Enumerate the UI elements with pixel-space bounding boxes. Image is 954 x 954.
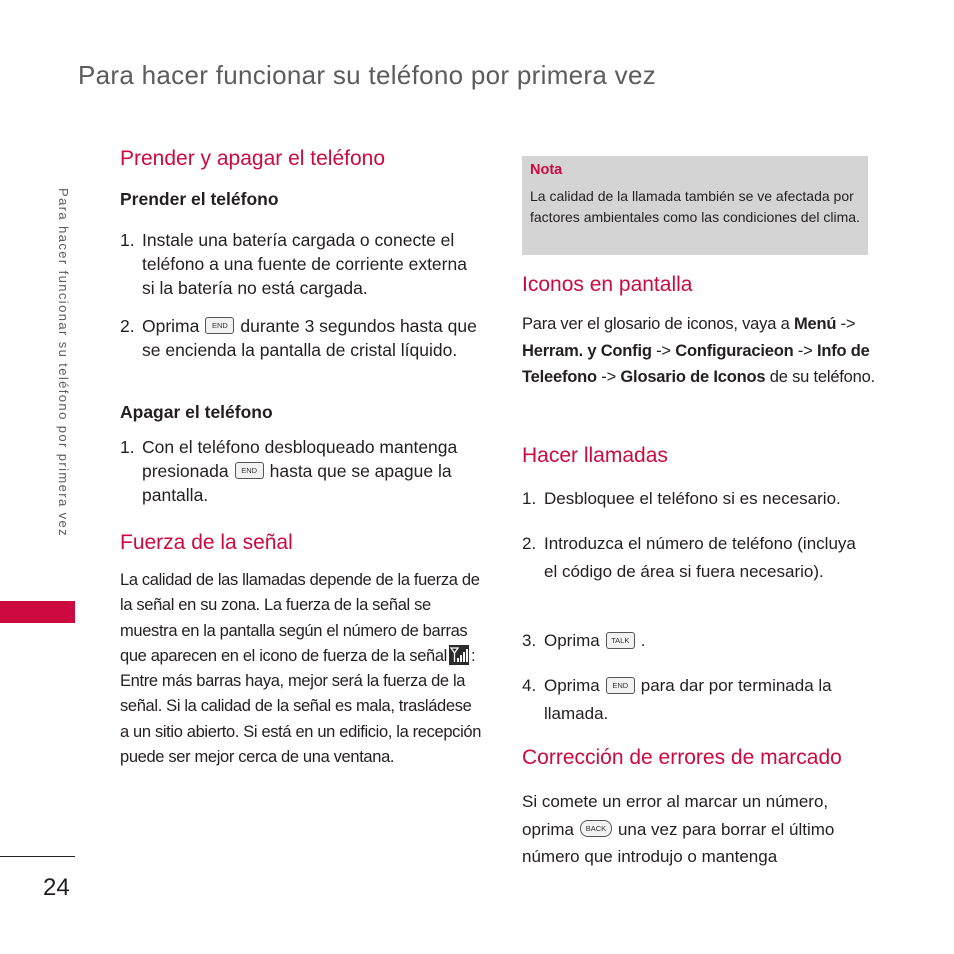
end-key-icon: END (235, 462, 264, 479)
note-title: Nota (530, 162, 563, 178)
step-number: 3. (522, 631, 537, 650)
path-arrow: -> (797, 341, 813, 360)
step-text: Introduzca el número de teléfono (incluya el código de área si fuera necesario). (544, 534, 856, 581)
back-key-icon: BACK (580, 820, 612, 837)
signal-text-before: La calidad de las llamadas depende de la fuerza de la señal en su zona. La fuerza de la señal se muestra en la pantalla según el número de barras que aparecen en el icono de fuerza de la señal (120, 571, 480, 665)
correction-text-after: una vez para borrar el último número que introdujo o mantenga (522, 819, 835, 866)
path-tools-settings: Herram. y Config (522, 341, 652, 360)
step-number: 1. (120, 437, 135, 457)
icons-paragraph (522, 311, 878, 391)
calls-heading: Hacer llamadas (522, 444, 668, 467)
signal-strength-icon (449, 645, 469, 665)
path-configuration: Configuracieon (675, 341, 794, 360)
step-text: Instale una batería cargada o conecte el teléfono a una fuente de corriente externa si la batería no está cargada. (142, 230, 467, 298)
step-number: 4. (522, 676, 537, 695)
icons-intro: Para ver el glosario de iconos, vaya a (522, 315, 790, 333)
step-text-after: para dar por terminada la llamada. (544, 676, 832, 723)
step-text-after: durante 3 segundos hasta que se encienda la pantalla de cristal líquido. (142, 316, 477, 360)
side-tab-label: Para hacer funcionar su teléfono por primera vez (56, 188, 71, 538)
step-text-before: Oprima (142, 316, 200, 336)
side-tab-marker (0, 601, 75, 623)
step-text-before: Con el teléfono desbloqueado mantenga presionada (142, 437, 458, 481)
correction-heading: Corrección de errores de marcado (522, 746, 842, 769)
signal-heading: Fuerza de la señal (120, 531, 293, 554)
path-arrow: -> (840, 315, 856, 333)
step-text: Desbloquee el teléfono si es necesario. (544, 489, 841, 508)
power-on-step-1 (120, 228, 480, 300)
step-number: 2. (522, 534, 537, 553)
power-off-step-1 (120, 435, 480, 507)
path-menu: Menú (793, 315, 837, 333)
calls-step-4 (522, 672, 872, 727)
note-text: La calidad de la llamada también se ve afectada por factores ambientales como las condiciones del clima. (530, 188, 860, 225)
power-on-subheading: Prender el teléfono (120, 189, 279, 209)
page-title: Para hacer funcionar su teléfono por primera vez (78, 60, 657, 90)
power-on-step-2 (120, 314, 480, 362)
step-text-after: hasta que se apague la pantalla. (142, 461, 452, 505)
correction-paragraph (522, 788, 872, 871)
step-number: 1. (522, 489, 537, 508)
step-number: 1. (120, 230, 135, 250)
path-phone-info: Info de Teleefono (522, 341, 870, 386)
icons-heading: Iconos en pantalla (522, 273, 693, 296)
calls-step-3 (522, 629, 872, 653)
talk-key-icon: TALK (606, 632, 635, 649)
calls-step-1 (522, 487, 872, 511)
icons-outro: de su teléfono. (769, 368, 875, 386)
correction-text-before: Si comete un error al marcar un número, oprima (522, 792, 829, 839)
step-text-after: . (640, 631, 646, 650)
power-off-subheading: Apagar el teléfono (120, 402, 273, 422)
note-box (522, 156, 868, 255)
step-text-before: Oprima (544, 676, 600, 695)
path-arrow: -> (601, 368, 617, 386)
path-icon-glossary: Glosario de Iconos (620, 368, 766, 386)
path-arrow: -> (656, 341, 671, 360)
end-key-icon: END (205, 317, 234, 334)
footer-divider (0, 856, 75, 857)
signal-paragraph (120, 568, 482, 770)
end-key-icon: END (606, 677, 635, 694)
signal-text-after: : Entre más barras haya, mejor será la fuerza de la señal. Si la calidad de la señal es mala, trasládese a un sitio abierto. Si está en un edificio, la recepción puede ser mejor cerca de una ventana. (120, 646, 482, 767)
calls-step-2 (522, 530, 872, 585)
step-number: 2. (120, 316, 135, 336)
page-number: 24 (43, 874, 70, 901)
step-text-before: Oprima (544, 631, 600, 650)
power-heading: Prender y apagar el teléfono (120, 147, 386, 170)
